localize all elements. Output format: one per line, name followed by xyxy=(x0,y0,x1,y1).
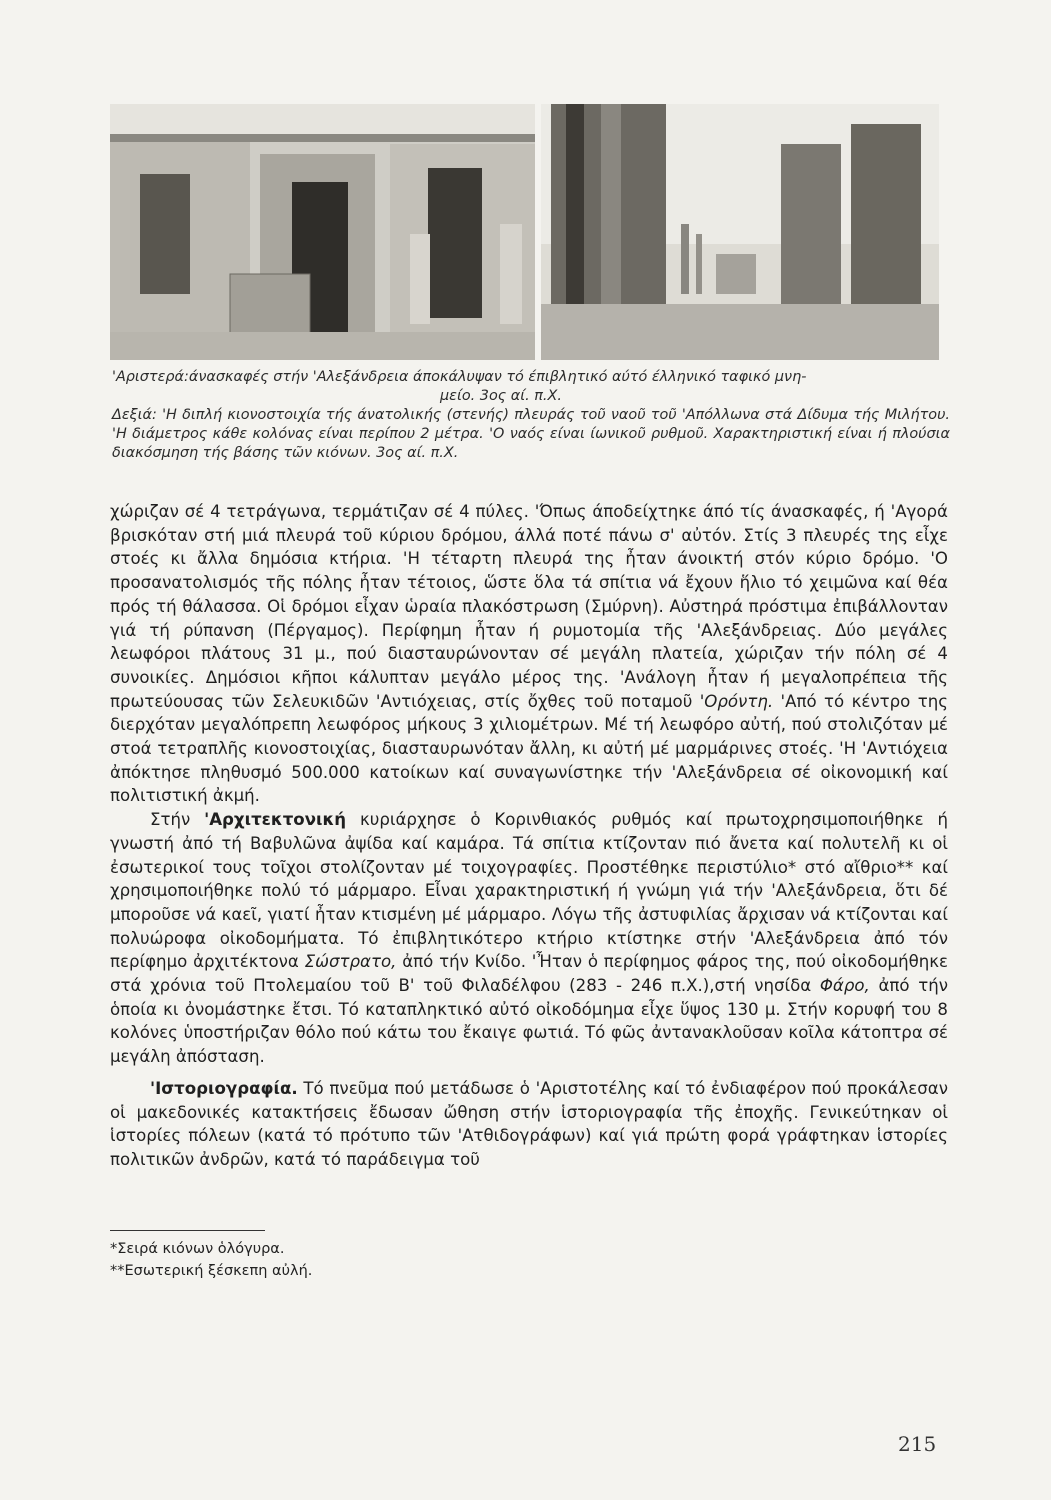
historiography-heading: 'Ιστοριογραφία. xyxy=(150,1078,298,1098)
paragraph-2-start: Στήν xyxy=(150,810,191,830)
paragraph-2-text-c: ἀπό τήν ὁποία κι ὀνομάστηκε ἔτσι. Τό καταπληκτικό αὐτό οἰκοδόμημα εἶχε ὕψος 130 μ. Στήν κορυφή του 8 κολόνες ὑποστήριζαν θόλο πού κάτω του ἔκαιγε φωτιά. Τό φῶς ἀντανακλοῦσαν κοῖλα κάτοπτρα σέ μεγάλη ἀπόσταση. xyxy=(110,976,948,1067)
caption-line-1: 'Αριστερά:άνασκαφές στήν 'Αλεξάνδρεια άποκάλυψαν τό έπιβλητικό αύτό έλληνικό ταφικό μνη- xyxy=(112,369,807,385)
colonnade-photo xyxy=(541,104,939,360)
paragraph-1-text: χώριζαν σέ 4 τετράγωνα, τερμάτιζαν σέ 4 πύλες. 'Όπως άποδείχτηκε άπό τίς άνασκαφές, ή 'Αγορά βρισκόταν στή μιά πλευρά τοῦ κύριου δρόμου, άλλά ποτέ πάνω σ' αὐτόν. Στίς 3 πλευρές της εἶχε στοές κι ἄλλα δημόσια κτήρια. 'Η τέταρτη πλευρά της ἦταν άνοικτή στόν κύριο δρόμο. 'Ο προσανατολισμός τῆς πόλης ἦταν τέτοιος, ὥστε ὅλα τά σπίτια νά ἔχουν ἥλιο τό χειμῶνα καί θέα πρός τή θάλασσα. Οἱ δρόμοι εἶχαν ὡραία πλακόστρωση (Σμύρνη). Αὐστηρά πρόστιμα ἐπιβάλλονταν γιά τή ρύπανση (Πέργαμος). Περίφημη ἦταν ή ρυμοτομία τῆς 'Αλεξάνδρειας. Δύο μεγάλες λεωφόροι πλάτους 31 μ., πού διασταυρώνονταν σέ μεγάλη πλατεία, χώριζαν τήν πόλη σέ 4 συνοικίες. Δημόσιοι κῆποι κάλυπταν μεγάλο μέρος της. 'Ανάλογη ἦταν ή μεγαλοπρέπεια τῆς πρωτεύουσας τῶν Σελευκιδῶν 'Αντιόχειας, στίς ὄχθες τοῦ ποταμοῦ xyxy=(110,502,948,711)
paragraph-2-text: κυριάρχησε ὁ Κορινθιακός ρυθμός καί πρωτοχρησιμοποιήθηκε ή γνωστή ἀπό τή Βαβυλῶνα ἀψίδα καί καμάρα. Τά σπίτια κτίζονταν πιό ἄνετα καί πολυτελῆ κι οἱ ἐσωτερικοί τους τοῖχοι στολίζονταν μέ τοιχογραφίες. Προστέθηκε περιστύλιο* στό αἴθριο** καί χρησιμοποιήθηκε πολύ τό μάρμαρο. Εἶναι χαρακτηριστική ή γνώμη γιά τήν 'Αλεξάνδρεια, ὅτι δέ μποροῦσε νά καεῖ, γιατί ἦταν κτισμένη μέ μάρμαρο. Λόγω τῆς ἀστυφιλίας ἄρχισαν νά κτίζονται καί πολυώροφα οἰκοδομήματα. Τό ἐπιβλητικότερο κτήριο κτίστηκε στήν 'Αλεξάνδρεια ἀπό τόν περίφημο ἀρχιτέκτονα xyxy=(110,810,948,972)
caption-line-3: Δεξιά: 'Η διπλή κιονοστοιχία τής άνατολικής (στενής) πλευράς τοῦ ναοῦ τοῦ 'Απόλλωνα στά Δίδυμα τής Μιλήτου. 'Η διάμετρος κάθε κολόνας είναι περίπου 2 μέτρα. 'Ο ναός είναι ίωνικοῦ ρυθμοῦ. Χαρακτηριστική είναι ή πλούσια διακόσμηση τής βάσης τῶν κιόνων. 3ος αί. π.Χ. xyxy=(112,407,950,461)
page-number: 215 xyxy=(898,1432,937,1456)
paragraph-2 xyxy=(110,808,948,1069)
river-name: 'Ορόντη. xyxy=(699,691,774,711)
island-name: Φάρο, xyxy=(819,976,870,996)
footnote-2: **Εσωτερική ξέσκεπη αὐλή. xyxy=(110,1263,313,1279)
caption-line-2: μείο. 3ος αί. π.Χ. xyxy=(440,388,562,404)
architecture-heading: 'Αρχιτεκτονική xyxy=(204,810,347,830)
paragraph-3 xyxy=(110,1077,948,1172)
figure-caption xyxy=(112,368,950,463)
footnote-divider xyxy=(110,1230,265,1231)
temple-interior-photo xyxy=(110,104,535,360)
architect-name: Σώστρατο, xyxy=(304,952,397,972)
paragraph-1-end: 'Από τό κέντρο της διερχόταν μεγαλόπρεπη λεωφόρος μήκους 3 χιλιομέτρων. Μέ τή λεωφόρο αὐτή, πού στολιζόταν μέ στοά τετραπλῆς κιονοστοιχίας, διασταυρωνόταν ἄλλη, κι αὐτή μέ μαρμάρινες στοές. 'Η 'Αντιόχεια ἀπόκτησε πληθυσμό 500.000 κατοίκων καί συναγωνίστηκε τήν 'Αλεξάνδρεια σέ οἰκονομική καί πολιτιστική ἀκμή. xyxy=(110,691,948,806)
paragraph-1 xyxy=(110,500,948,808)
footnotes xyxy=(110,1238,510,1282)
paragraph-2-text-b: ἀπό τήν Κνίδο. 'Ἦταν ὁ περίφημος φάρος της, πού οἰκοδομήθηκε στά χρόνια τοῦ Πτολεμαίου τοῦ Β' τοῦ Φιλαδέλφου (283 - 246 π.Χ.),στή νησίδα xyxy=(110,952,949,996)
footnote-1: *Σειρά κιόνων ὁλόγυρα. xyxy=(110,1241,285,1257)
paragraph-3-text: Τό πνεῦμα πού μετάδωσε ὁ 'Αριστοτέλης καί τό ἐνδιαφέρον πού προκάλεσαν οἱ μακεδονικές κατακτήσεις ἔδωσαν ὤθηση στήν ἱστοριογραφία τῆς ἐποχῆς. Γενικεύτηκαν οἱ ἱστορίες πόλεων (κατά τό πρότυπο τῶν 'Ατθιδογράφων) καί γιά πρώτη φορά γράφτηκαν ἱστορίες πολιτικῶν ἀνδρῶν, κατά τό παράδειγμα τοῦ xyxy=(110,1078,948,1169)
main-text xyxy=(110,500,948,1172)
